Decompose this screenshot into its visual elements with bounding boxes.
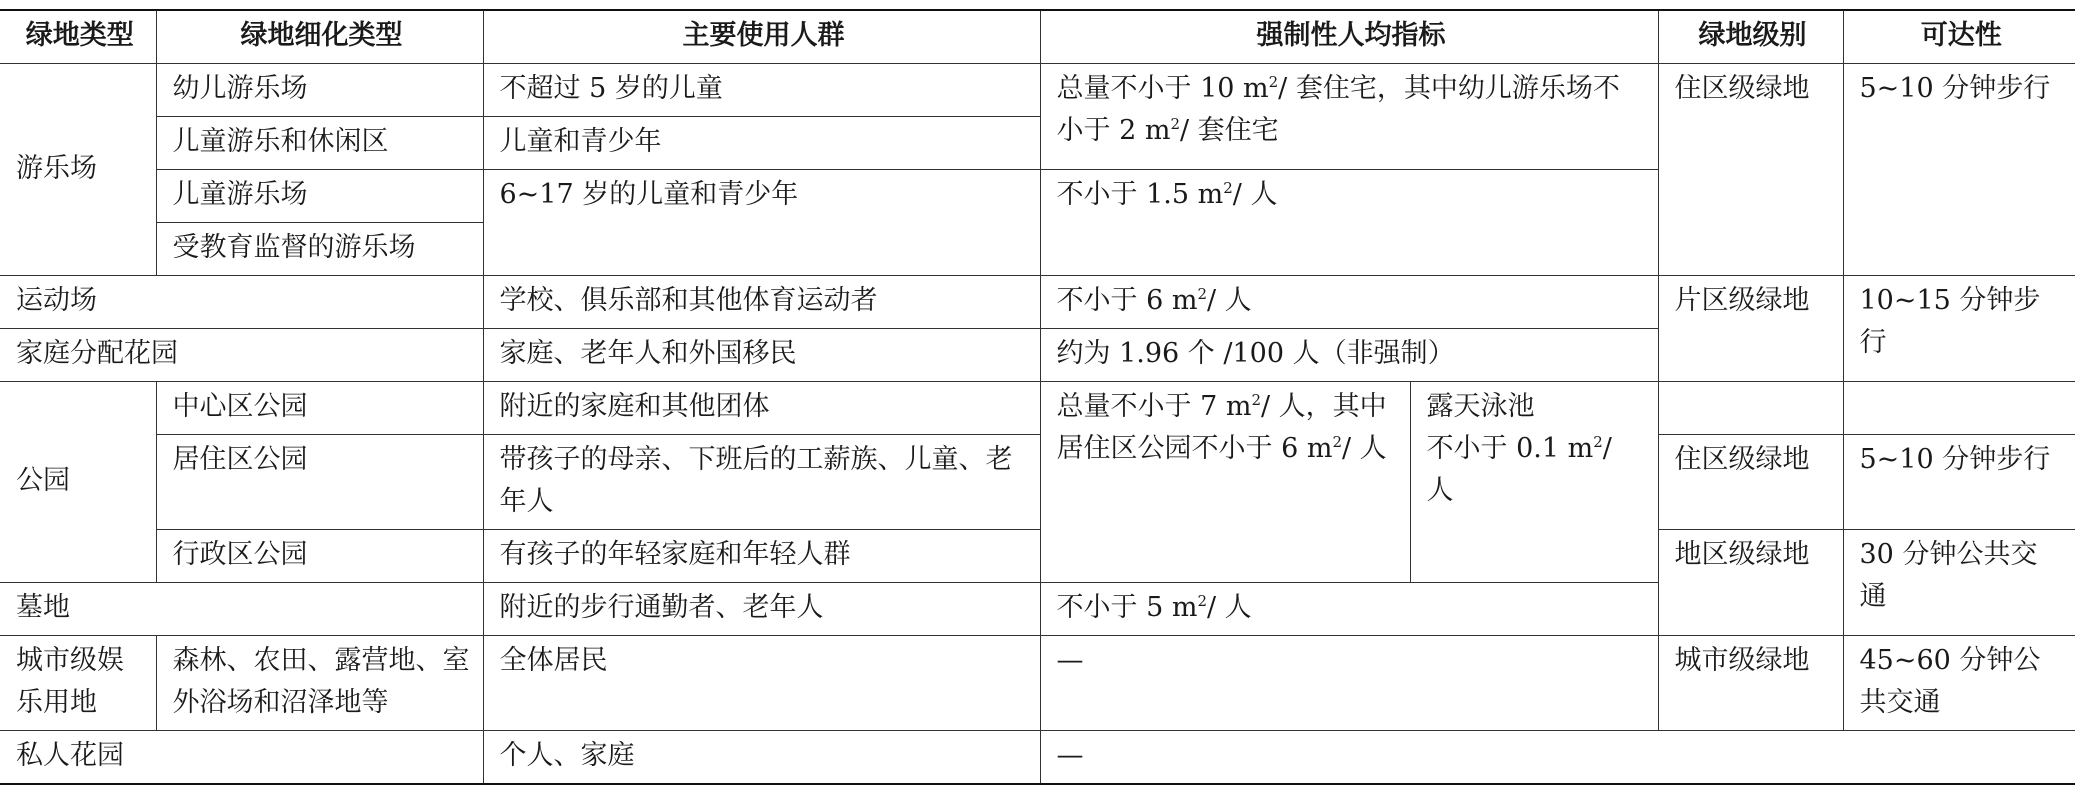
indicator-sports: 不小于 6 $m^2/$ 人 — [1040, 276, 1658, 329]
users-residential-park: 带孩子的母亲、下班后的工薪族、儿童、老年人 — [483, 435, 1040, 530]
indicator-pool: 露天泳池 不小于 0.1 $m^2/$ 人 — [1410, 382, 1658, 583]
header-row — [0, 10, 2075, 64]
users-district-park: 有孩子的年轻家庭和年轻人群 — [483, 530, 1040, 583]
access-transit-45-60: 45~60 分钟公共交通 — [1843, 636, 2075, 731]
table-row — [0, 731, 2075, 785]
access-area-cont — [1843, 382, 2075, 435]
subtype-residential-park: 居住区公园 — [156, 435, 483, 530]
table-row — [0, 64, 2075, 117]
group-playground: 游乐场 — [0, 64, 156, 276]
table-row — [0, 435, 2075, 530]
access-walk-5-10-b: 5~10 分钟步行 — [1843, 435, 2075, 530]
level-area-cont — [1658, 382, 1843, 435]
table-row — [0, 636, 2075, 731]
green-space-standards-table — [0, 9, 2075, 785]
group-city-recreation: 城市级娱乐用地 — [0, 636, 156, 731]
users-sports: 学校、俱乐部和其他体育运动者 — [483, 276, 1040, 329]
group-park: 公园 — [0, 382, 156, 583]
users-city-recreation: 全体居民 — [483, 636, 1040, 731]
indicator-playground: 总量不小于 10 $m^2/$ 套住宅，其中幼儿游乐场不小于 2 $m^2/$ 套住宅 — [1040, 64, 1658, 170]
access-walk-10-15: 10~15 分钟步行 — [1843, 276, 2075, 382]
subtype-infant-playground: 幼儿游乐场 — [156, 64, 483, 117]
users-age-6-17: 6~17 岁的儿童和青少年 — [483, 170, 1040, 276]
indicator-child: 不小于 1.5 $m^2/$ 人 — [1040, 170, 1658, 276]
level-residential: 住区级绿地 — [1658, 64, 1843, 276]
indicator-city-recreation: — — [1040, 636, 1658, 731]
users-central-park: 附近的家庭和其他团体 — [483, 382, 1040, 435]
indicator-park: 总量不小于 7 $m^2/$ 人，其中居住区公园不小于 6 $m^2/$ 人 — [1040, 382, 1410, 583]
table-row — [0, 276, 2075, 329]
header-level: 绿地级别 — [1658, 10, 1843, 64]
header-subtype: 绿地细化类型 — [156, 10, 483, 64]
access-walk-5-10: 5~10 分钟步行 — [1843, 64, 2075, 276]
subtype-district-park: 行政区公园 — [156, 530, 483, 583]
subtype-child-playground: 儿童游乐场 — [156, 170, 483, 223]
subtype-central-park: 中心区公园 — [156, 382, 483, 435]
users-allotment: 家庭、老年人和外国移民 — [483, 329, 1040, 382]
subtype-city-recreation: 森林、农田、露营地、室外浴场和沼泽地等 — [156, 636, 483, 731]
users-private-garden: 个人、家庭 — [483, 731, 1040, 785]
users-cemetery: 附近的步行通勤者、老年人 — [483, 583, 1040, 636]
header-users: 主要使用人群 — [483, 10, 1040, 64]
level-residential-park: 住区级绿地 — [1658, 435, 1843, 530]
table-row — [0, 382, 2075, 435]
level-city: 城市级绿地 — [1658, 636, 1843, 731]
indicator-cemetery: 不小于 5 $m^2/$ 人 — [1040, 583, 1658, 636]
header-type: 绿地类型 — [0, 10, 156, 64]
level-district: 地区级绿地 — [1658, 530, 1843, 636]
access-transit-30: 30 分钟公共交通 — [1843, 530, 2075, 636]
users-child-teen: 儿童和青少年 — [483, 117, 1040, 170]
subtype-child-leisure: 儿童游乐和休闲区 — [156, 117, 483, 170]
table-row — [0, 530, 2075, 583]
indicator-private-garden: — — [1040, 731, 2075, 785]
header-indicator: 强制性人均指标 — [1040, 10, 1658, 64]
indicator-allotment: 约为 1.96 个 /100 人（非强制） — [1040, 329, 1658, 382]
level-area: 片区级绿地 — [1658, 276, 1843, 382]
group-sports: 运动场 — [0, 276, 483, 329]
group-cemetery: 墓地 — [0, 583, 483, 636]
subtype-supervised-playground: 受教育监督的游乐场 — [156, 223, 483, 276]
group-allotment: 家庭分配花园 — [0, 329, 483, 382]
users-infant: 不超过 5 岁的儿童 — [483, 64, 1040, 117]
group-private-garden: 私人花园 — [0, 731, 483, 785]
header-access: 可达性 — [1843, 10, 2075, 64]
